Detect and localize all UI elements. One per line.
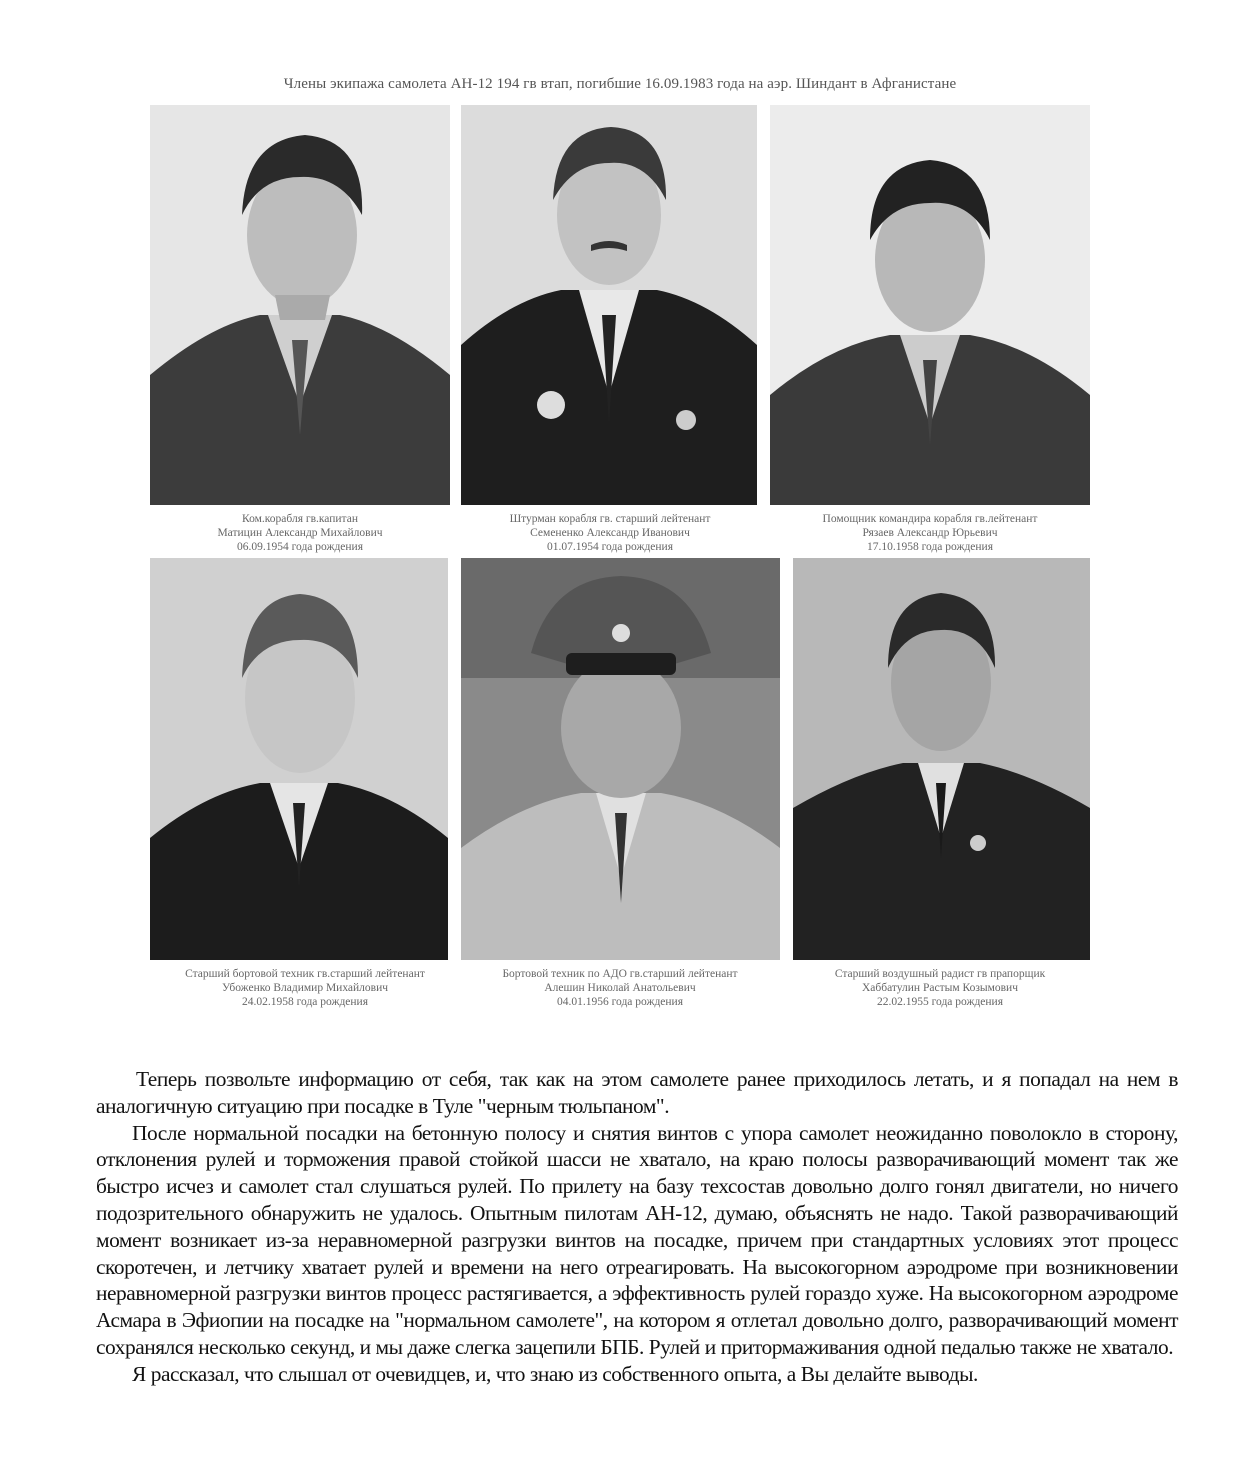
crew-birth: 01.07.1954 года рождения: [546, 541, 674, 553]
crew-photo-2: [461, 105, 757, 505]
paragraph: После нормальной посадки на бетонную полосу и снятия винтов с упора самолет неожиданно поволокло в сторону, отклонения рулей и торможения правой стойкой шасси не хватало, на краю полосы разворачивающий момент так же быстро исчез и самолет стал слушаться рулей. По прилету на базу техсостав довольно долго гонял двигатели, но ничего подозрительного обнаружить не удалось. Опытным пилотам АН-12, думаю, объяснять не надо. Такой разворачивающий момент возникает из-за неравномерной разгрузки винтов на посадке, причем при стандартных условиях этот процесс скоротечен, и летчику хватает рулей и времени на него отреагировать. На высокогорном аэродроме при возникновении неравномерной разгрузки винтов процесс растягивается, а эффективность рулей гораздо хуже. На высокогорном аэродроме Асмара в Эфиопии на посадке на "нормальном самолете", на котором я отлетал довольно долго, разворачивающий момент сохранялся несколько секунд, и мы даже слегка зацепили БПБ. Рулей и притормаживания одной педалью также не хватало.: [96, 1120, 1178, 1359]
crew-caption-5: [455, 967, 785, 1009]
crew-photo-5: [461, 558, 780, 960]
crew-position: Помощник командира корабля гв.лейтенант: [822, 513, 1038, 525]
crew-name: Хаббатулин Растым Козымович: [862, 982, 1018, 994]
crew-caption-2: [455, 512, 765, 554]
crew-name: Матицин Александр Михайлович: [217, 527, 383, 539]
crew-birth: 22.02.1955 года рождения: [876, 996, 1004, 1008]
page-title: Члены экипажа самолета АН-12 194 гв втап, погибшие 16.09.1983 года на аэр. Шиндант в Афганистане: [283, 76, 957, 92]
crew-name: Алешин Николай Анатольевич: [544, 982, 696, 994]
crew-photo-4: [150, 558, 448, 960]
crew-birth: 24.02.1958 года рождения: [241, 996, 369, 1008]
crew-caption-6: [790, 967, 1090, 1009]
crew-caption-4: [140, 967, 470, 1009]
body-text: [96, 1066, 1178, 1388]
crew-photo-6: [793, 558, 1090, 960]
crew-position: Штурман корабля гв. старший лейтенант: [509, 513, 711, 525]
crew-name: Семененко Александр Иванович: [530, 527, 690, 539]
crew-name: Убоженко Владимир Михайлович: [221, 982, 389, 994]
crew-photo-3: [770, 105, 1090, 505]
crew-position: Старший воздушный радист гв прапорщик: [834, 968, 1046, 980]
crew-birth: 06.09.1954 года рождения: [236, 541, 364, 553]
crew-position: Бортовой техник по АДО гв.старший лейтенант: [502, 968, 738, 980]
paragraph: Теперь позвольте информацию от себя, так как на этом самолете ранее приходилось летать, и я попадал на нем в аналогичную ситуацию при посадке в Туле "черным тюльпаном".: [96, 1067, 1178, 1118]
paragraph: Я рассказал, что слышал от очевидцев, и, что знаю из собственного опыта, а Вы делайте выводы.: [132, 1361, 978, 1386]
crew-photo-1: [150, 105, 450, 505]
crew-position: Старший бортовой техник гв.старший лейтенант: [185, 968, 425, 980]
crew-caption-3: [760, 512, 1100, 554]
crew-name: Рязаев Александр Юрьевич: [862, 527, 998, 539]
crew-birth: 04.01.1956 года рождения: [556, 996, 684, 1008]
crew-birth: 17.10.1958 года рождения: [866, 541, 994, 553]
crew-position: Ком.корабля гв.капитан: [242, 513, 358, 525]
crew-caption-1: [140, 512, 460, 554]
